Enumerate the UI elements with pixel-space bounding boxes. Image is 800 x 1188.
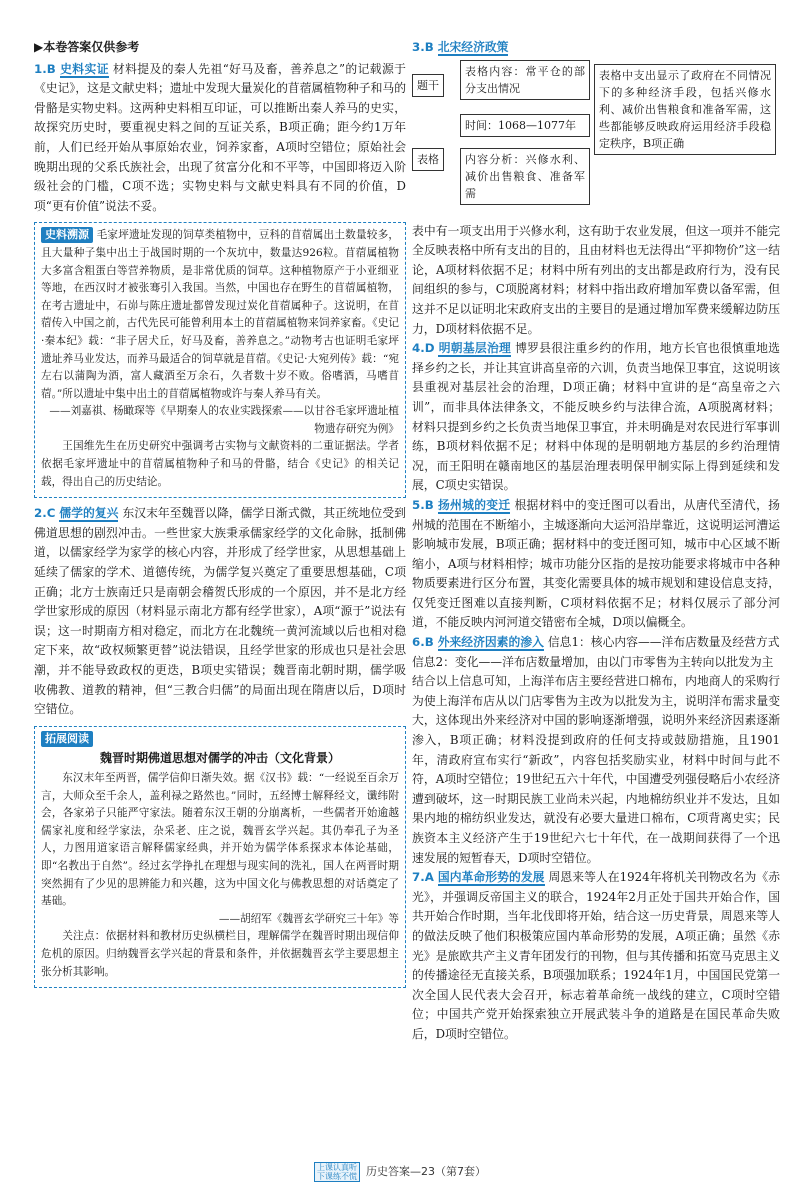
diagram-time: 时间：1068—1077年 [460,114,590,137]
q6-topic: 外来经济因素的渗入 [437,635,544,650]
page-number: 历史答案—23（第7套） [366,1165,486,1178]
q2-text: 东汉末年至魏晋以降，儒学日渐式微，其正统地位受到佛道思想的剧烈冲击。一些世家大族秉承儒家经学的文化命脉，抵制佛道，以儒家经学为家学的核心内容，并形成了经学世家，从思想基础上延续了儒家的学术、道德传统，为儒学复兴奠定了重要思想基础，C项正确；北方士族南迁只是南朝会稽贺氏形成的一个原因，并不是北方经学世家形成的原因（材料显示南北方都有经学世家），A项“源于”说法有误；这一时期南方相对稳定，而北方在北魏统一黄河流域以后也相对稳定下来，故“政权频繁更替”说法错误，且经学世家的形成也只是社会思潮，并不能导致政权的更迭，B项史实错误；魏晋南北朝时期，儒学吸收佛教、道教的精神，但“三教合归儒”的局面出现在隋唐以后，D项时空错位。 [34,506,406,717]
box2-tag: 拓展阅读 [41,731,93,747]
question-1 [34,60,406,217]
analysis-diagram [412,60,780,218]
box1-source: ——刘嘉祺、杨瞰琛等《早期秦人的农业实践探索——以甘谷毛家坪遗址植物遗存研究为例》 [49,405,399,435]
q3-text: 表中有一项支出用于兴修水利，这有助于农业发展，但这一项并不能完全反映表格中所有支出的目的，且由材料也无法得出“平抑物价”这一结论，A项材料依据不足；材料中所有列出的支出都是政府行为，没有民间组织的参与，C项脱离材料；材料中指出政府增加军费以备军需，但这并不足以证明北宋政府支出的主要目的是通过增加军费来缓解边防压力，D项材料依据不足。 [412,223,780,336]
left-column [34,38,406,994]
box2-text: 东汉末年至两晋，儒学信仰日渐失效。据《汉书》载：“一经说至百余万言，大师众至千余人，盖利禄之路然也。”同时，五经博士解释经文，谶纬附会，各家弟子只能严守家法。随着东汉王朝的分崩离析，一些儒者开始逾越儒家礼度和经学家法，杂采老、庄之说，魏晋玄学兴起。其仍奉孔子为圣人，力图用道家语言解释儒家经典，并开始为儒学体系探求本体论基础，即“名教出于自然”。经过玄学挣扎在理想与现实间的洗礼，国人在两晋时期突然拥有了少见的思辨能力和兴趣，这为中国文化与佛教思想的对话奠定了基础。 [41,771,399,908]
page-footer [0,1162,800,1182]
box1-note: 王国维先生在历史研究中强调考古实物与文献资料的二重证据法。学者依据毛家坪遗址中的苜蓿属植物种子和马的骨骼，结合《史记》的相关记载，得出自己的历史结论。 [41,440,399,488]
question-3-header [412,38,780,58]
answer-header: ▶本卷答案仅供参考 [34,40,140,54]
q1-text: 材料提及的秦人先祖“好马及畜，善养息之”的记载源于《史记》，这是文献史料；遗址中发现大量炭化的苜蓿属植物种子和马的骨骼是实物史料。这两种史料相互印证，可以推断出秦人养马的史实，故探究历史时，要重视史料之间的互证关系，B项正确；距今约1万年前，人们已经开始从事原始农业，饲养家畜，A项时空错位；原始社会晚期出现的父系氏族社会，出现了贫富分化和不平等，中国即将迈入阶级社会的门槛，C项不选；实物史料与文献史料具有不同的价值，D项“更有价值”说法不妥。 [34,61,406,213]
question-7 [412,868,780,1044]
q3-topic: 北宋经济政策 [437,40,509,54]
publisher-logo: 上课认真听 下课练不慌 [314,1162,360,1182]
box1-text: 毛家坪遗址发现的饲草类植物中，豆科的苜蓿属出土数量较多，且大量种子集中出土于战国时期的一个灰坑中，数量达926粒。苜蓿属植物大多富含粗蛋白等营养物质，是非常优质的饲草。这种植物原产于小亚细亚等地，在西汉时才被张骞引入我国。当然，中国也存在野生的苜蓿属植物，在考古遗址中，石峁与陈庄遗址都曾发现过炭化苜蓿属种子。这说明，在苜蓿传入中国之前，古代先民可能曾利用本土的苜蓿属植物来饲养家畜。《史记·秦本纪》载：“非子居犬丘，好马及畜，善养息之。”动物考古也证明毛家坪遗址养马业发达，而养马最适合的饲草就是苜蓿。《史记·大宛列传》载：“宛左右以蒲陶为酒，富人藏酒至万余石，久者数十岁不败。俗嗜酒，马嗜苜蓿。”所以遗址中集中出土的苜蓿属植物或许与秦人养马有关。 [41,229,400,400]
q1-number: 1.B [34,61,56,76]
diagram-stem-label: 题干 [412,74,444,97]
diagram-content-analysis: 内容分析：兴修水利、减价出售粮食、准备军需 [460,148,590,205]
source-origin-box [34,222,406,498]
extended-reading-box [34,726,406,988]
q4-text: 博罗县很注重乡约的作用，地方长官也很慎重地选择乡约之长，并让其宣讲高皇帝的六训，负责当地保卫事宜，这说明该县重视对基层社会的治理，D项正确；材料中宣讲的是“高皇帝之六训”，而非具体法律条文，不能反映乡约与法律合流，A项脱离材料；材料只提到乡约之长负责当地保卫事宜，并未明确是对农民进行军事训练，B项材料依据不足；材料中体现的是明朝地方基层的乡约治理情况，而王阳明在赣南地区的基层治理表明保甲制实际上得到延续和发展，C项史实错误。 [412,341,780,493]
q3-number: 3.B [412,40,434,54]
q4-topic: 明朝基层治理 [438,341,512,356]
diagram-conclusion: 表格中支出显示了政府在不同情况下的多种经济手段，包括兴修水利、减价出售粮食和准备军需，这些都能够反映政府运用经济手段稳定秩序，B项正确 [594,64,776,155]
q2-topic: 儒学的复兴 [59,506,119,521]
diagram-table-content: 表格内容：常平仓的部分支出情况 [460,60,590,100]
question-5 [412,496,780,633]
q7-topic: 国内革命形势的发展 [437,870,545,885]
box1-tag: 史料溯源 [41,227,93,243]
q5-topic: 扬州城的变迁 [437,497,511,512]
box2-title: 魏晋时期佛道思想对儒学的冲击（文化背景） [99,751,340,766]
question-4 [412,339,780,496]
box2-source: ——胡绍军《魏晋玄学研究三十年》等 [218,912,399,925]
question-2 [34,504,406,720]
right-column [412,38,780,1045]
q1-topic: 史料实证 [59,61,109,76]
box2-note: 关注点：依据材料和教材历史纵横栏目，理解儒学在魏晋时期出现信仰危机的原因。归纳魏晋玄学兴起的背景和条件，并依据魏晋玄学主要思想主张分析其影响。 [41,930,399,978]
question-6 [412,633,780,653]
diagram-table-label: 表格 [412,148,444,171]
q6-info1: 信息1：核心内容——洋布店数量及经营方式 [547,635,780,650]
q5-text: 根据材料中的变迁图可以看出，从唐代至清代，扬州城的范围在不断缩小，主城逐渐向大运河沿岸靠近，这说明运河漕运影响城市发展，B项正确；据材料中的变迁图可知，城市中心区域不断缩小，A项与材料相悖；城市功能分区指的是按功能要求将城市中各种物质要素进行区分布置，其变化需要具体的城市规划和建设信息支持，仅凭变迁图难以直接判断，C项材料依据不足；材料仅展示了部分河道，不能反映内河河道交错密布全城，D项以偏概全。 [412,497,780,630]
q6-number: 6.B [412,635,434,650]
q5-number: 5.B [412,497,434,512]
q7-number: 7.A [412,870,434,885]
q6-info2: 信息2：变化——洋布店数量增加，由以门市零售为主转向以批发为主 [412,654,774,669]
q4-number: 4.D [412,341,435,356]
q7-text: 周恩来等人在1924年将机关刊物改名为《赤光》，并强调反帝国主义的联合，1924年2月正处于国共开始合作，国共开始合作时期，当年北伐即将开始，结合这一历史背景，周恩来等人的做法反映了他们积极策应国内革命形势的发展，A项正确；虽然《赤光》是旅欧共产主义青年团发行的刊物，但与其传播和拓宽马克思主义的传播途径无直接关系，B项强加联系；1924年1月，中国国民党第一次全国人民代表大会召开，标志着革命统一战线的建立，C项时空错位；中国共产党开始探索独立开展武装斗争的道路是在国民革命失败后，D项时空错位。 [412,870,780,1041]
q6-text: 结合以上信息可知，上海洋布店主要经营进口棉布，内地商人的采购行为使上海洋布店从以门店零售为主改为以批发为主，说明洋布需求量变大，这体现出外来经济对中国的影响逐渐增强，说明外来经济因素逐渐渗入，B项正确；材料没提到政府的任何支持或鼓励措施，且1901年，清政府宣布实行“新政”，内容包括奖励实业，材料中时间与此不符，A项时空错位；19世纪五六十年代，中国遭受列强侵略后小农经济遭到破坏，这一时期民族工业尚未兴起，内地棉纺织业并不发达，且如果内地的棉纺织业发达，就没有必要大量进口棉布，C项背离史实；民族资本主义经济产生于19世纪六七十年代，在一战期间获得了一个迅速发展的短暂春天，D项时空错位。 [412,674,780,865]
q2-number: 2.C [34,506,56,521]
